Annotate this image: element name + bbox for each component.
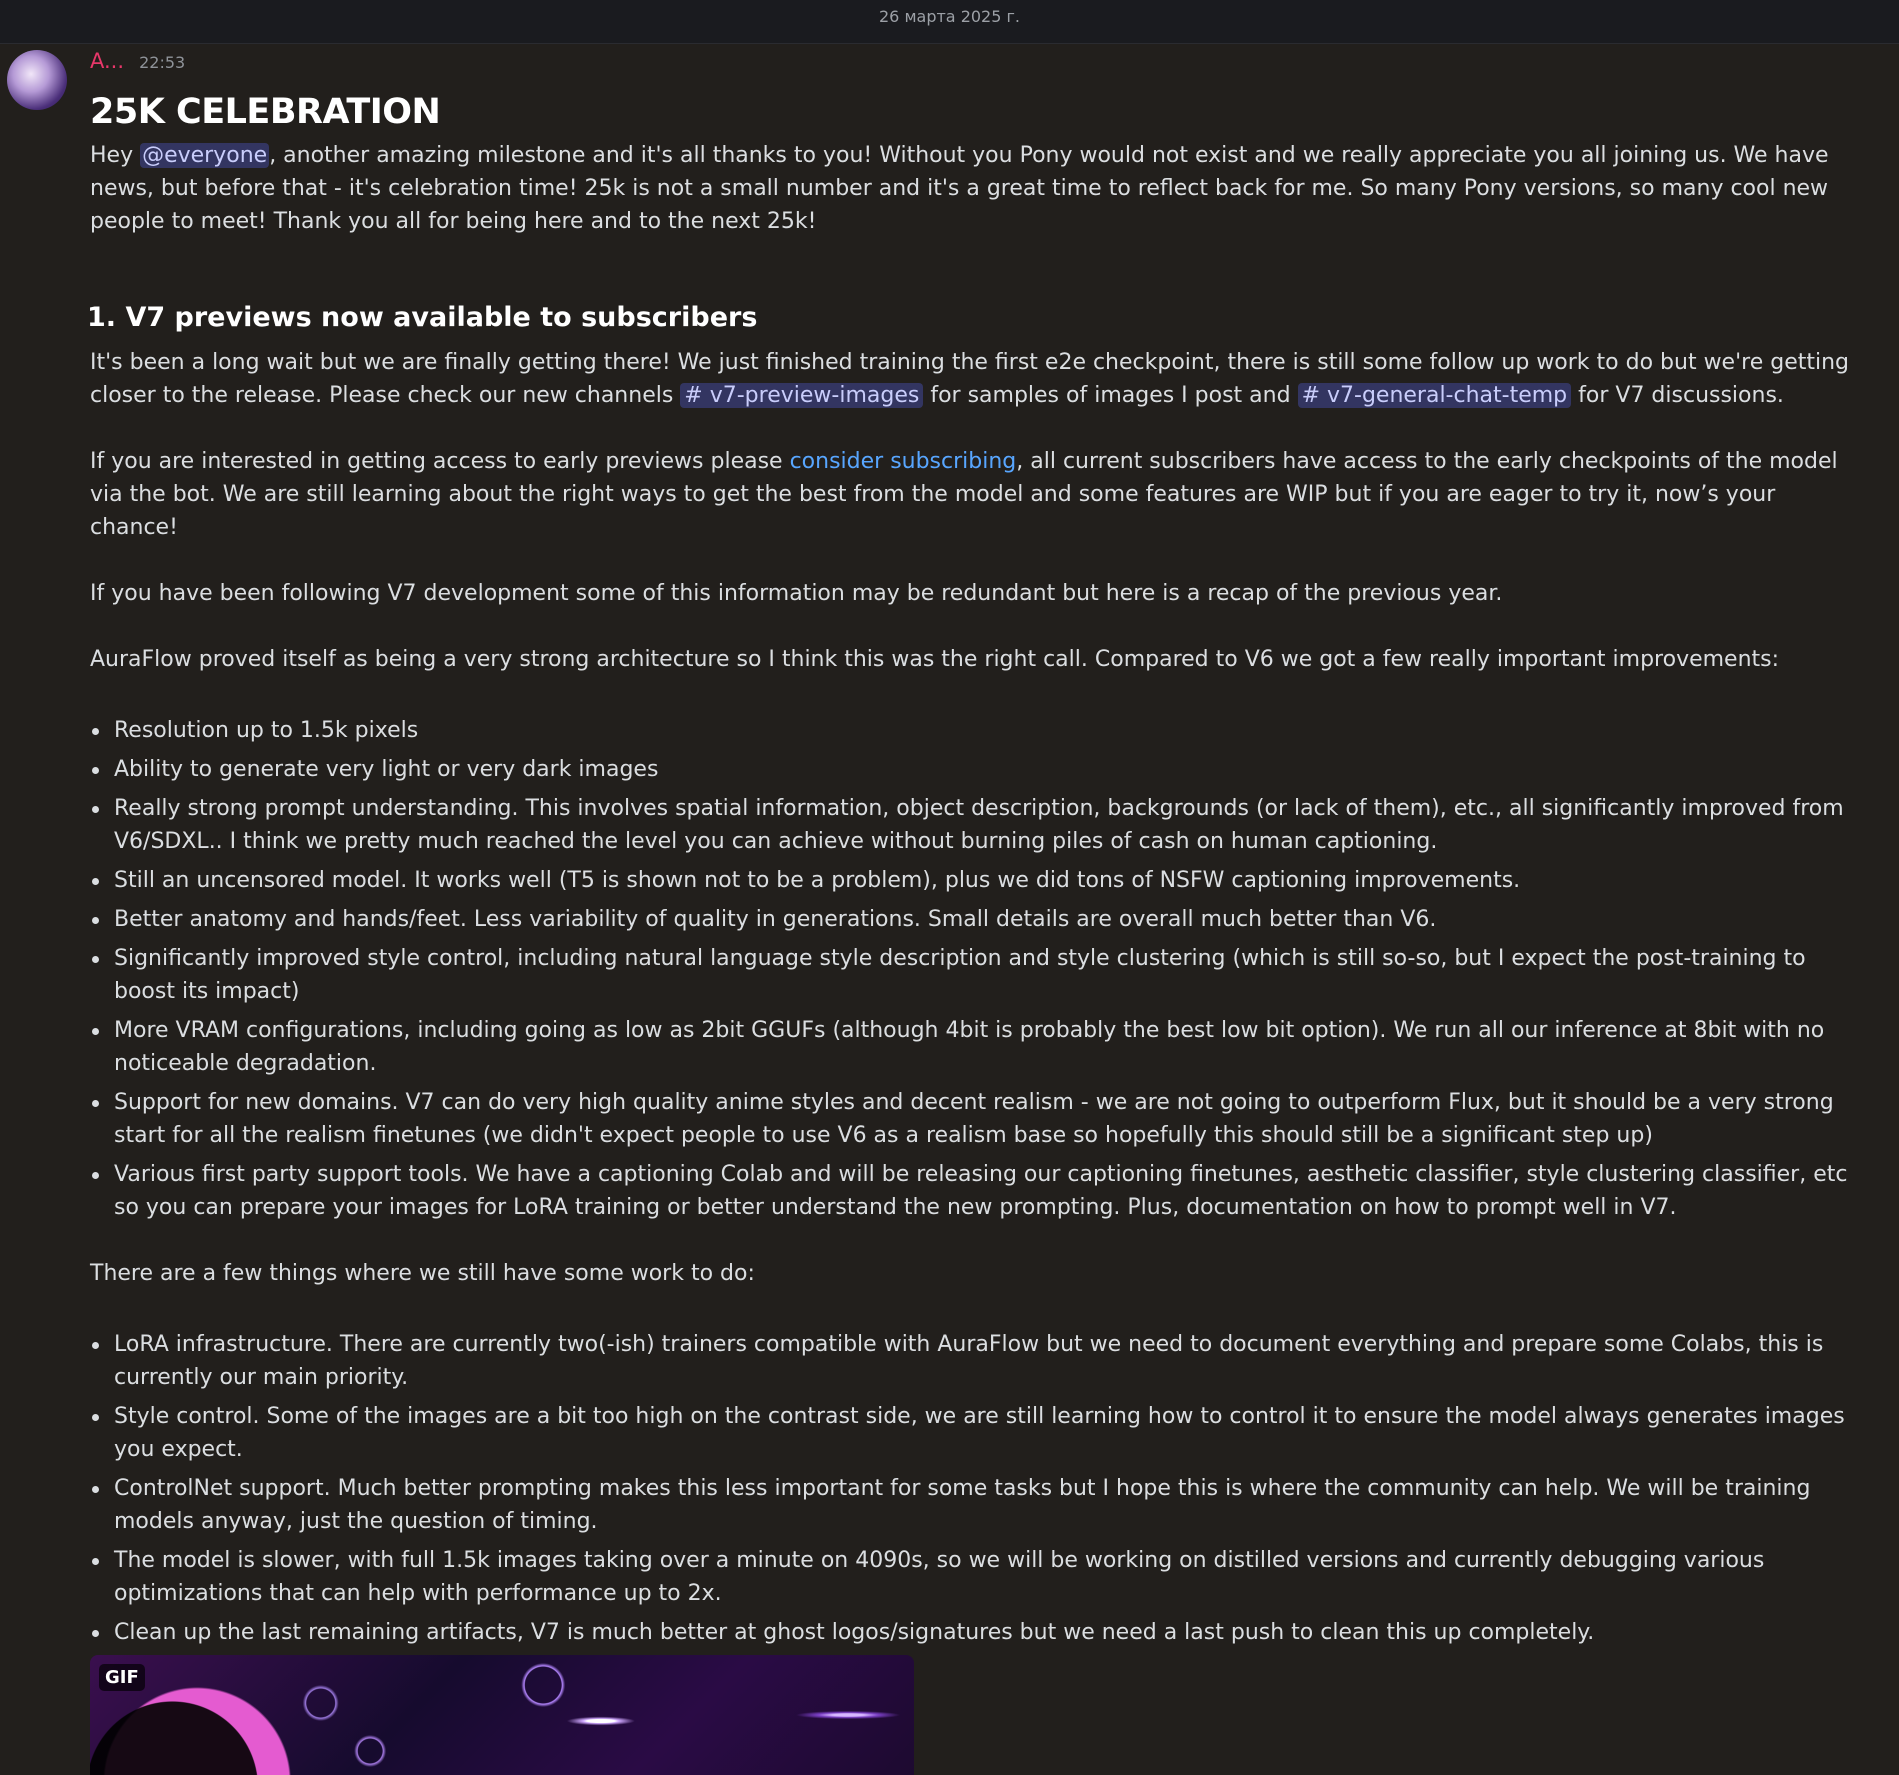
message-title: 25K CELEBRATION	[90, 92, 441, 132]
channel-link-v7-preview-images[interactable]: # v7-preview-images	[680, 383, 923, 408]
gif-badge: GIF	[99, 1664, 145, 1691]
list-item: The model is slower, with full 1.5k images taking over a minute on 4090s, so we will be working on distilled versions and currently debugging various optimizations that can help with performance up to 2x.	[114, 1544, 1850, 1610]
author-name[interactable]: A...	[90, 49, 125, 73]
paragraph-5: There are a few things where we still have some work to do:	[90, 1261, 755, 1286]
paragraph-3: If you have been following V7 development some of this information may be redundant but here is a recap of the previous year.	[90, 581, 1503, 606]
gif-embed[interactable]	[90, 1655, 914, 1775]
list-item: ControlNet support. Much better prompting makes this less important for some tasks but I hope this is where the community can help. We will be training models anyway, just the question of timing.	[114, 1472, 1850, 1538]
list-item: More VRAM configurations, including going as low as 2bit GGUFs (although 4bit is probably the best low bit option). We run all our inference at 8bit with no noticeable degradation.	[114, 1014, 1850, 1080]
list-item: Really strong prompt understanding. This involves spatial information, object description, backgrounds (or lack of them), etc., all significantly improved from V6/SDXL.. I think we pretty much reached the level you can achieve without burning piles of cash on human captioning.	[114, 792, 1850, 858]
list-item: Resolution up to 1.5k pixels	[114, 714, 1850, 747]
improvements-list	[90, 714, 1850, 1224]
paragraph-2: If you are interested in getting access to early previews please consider subscribing, all current subscribers have access to the early checkpoints of the model via the bot. We are still learning about the right ways to get the best from the model and some features are WIP but if you are eager to try it, now’s your chance!	[90, 449, 1838, 540]
paragraph-1: It's been a long wait but we are finally getting there! We just finished training the first e2e checkpoint, there is still some follow up work to do but we're getting closer to the release. Please check our new channels # v7-preview-images for samples of images I post and # v7-general-chat-temp for V7 discussions.	[90, 350, 1850, 408]
subscribe-link[interactable]: consider subscribing	[789, 449, 1017, 474]
message-header	[90, 49, 1850, 77]
list-item: Support for new domains. V7 can do very high quality anime styles and decent realism - we are not going to outperform Flux, but it should be a very strong start for all the realism finetunes (we didn't expect people to use V6 as a realism base so hopefully this should still be a significant step up)	[114, 1086, 1850, 1152]
channel-link-v7-general-chat-temp[interactable]: # v7-general-chat-temp	[1298, 383, 1572, 408]
avatar[interactable]	[7, 50, 67, 110]
list-item: Clean up the last remaining artifacts, V7 is much better at ghost logos/signatures but we need a last push to clean this up completely.	[114, 1616, 1850, 1649]
list-item: Still an uncensored model. It works well (T5 is shown not to be a problem), plus we did tons of NSFW captioning improvements.	[114, 864, 1850, 897]
paragraph-4: AuraFlow proved itself as being a very strong architecture so I think this was the right call. Compared to V6 we got a few really important improvements:	[90, 647, 1780, 672]
list-item: LoRA infrastructure. There are currently two(-ish) trainers compatible with AuraFlow but we need to document everything and prepare some Colabs, this is currently our main priority.	[114, 1328, 1850, 1394]
everyone-mention[interactable]: @everyone	[142, 143, 268, 168]
list-item: Ability to generate very light or very dark images	[114, 753, 1850, 786]
message-content	[87, 43, 1850, 1775]
timestamp[interactable]: 22:53	[139, 53, 186, 72]
todo-list	[90, 1328, 1850, 1649]
intro-paragraph: Hey @everyone, another amazing milestone and it's all thanks to you! Without you Pony would not exist and we really appreciate you all joining us. We have news, but before that - it's celebration time! 25k is not a small number and it's a great time to reflect back for me. So many Pony versions, so many cool new people to meet! Thank you all for being here and to the next 25k!	[90, 143, 1829, 234]
list-item: Style control. Some of the images are a bit too high on the contrast side, we are still learning how to control it to ensure the model always generates images you expect.	[114, 1400, 1850, 1466]
list-item: Significantly improved style control, including natural language style description and style clustering (which is still so-so, but I expect the post-training to boost its impact)	[114, 942, 1850, 1008]
section-heading: 1. V7 previews now available to subscribers	[87, 302, 758, 333]
list-item: Various first party support tools. We have a captioning Colab and will be releasing our captioning finetunes, aesthetic classifier, style clustering classifier, etc so you can prepare your images for LoRA training or better understand the new prompting. Plus, documentation on how to prompt well in V7.	[114, 1158, 1850, 1224]
list-item: Better anatomy and hands/feet. Less variability of quality in generations. Small details are overall much better than V6.	[114, 903, 1850, 936]
date-divider: 26 марта 2025 г.	[0, 0, 1899, 44]
